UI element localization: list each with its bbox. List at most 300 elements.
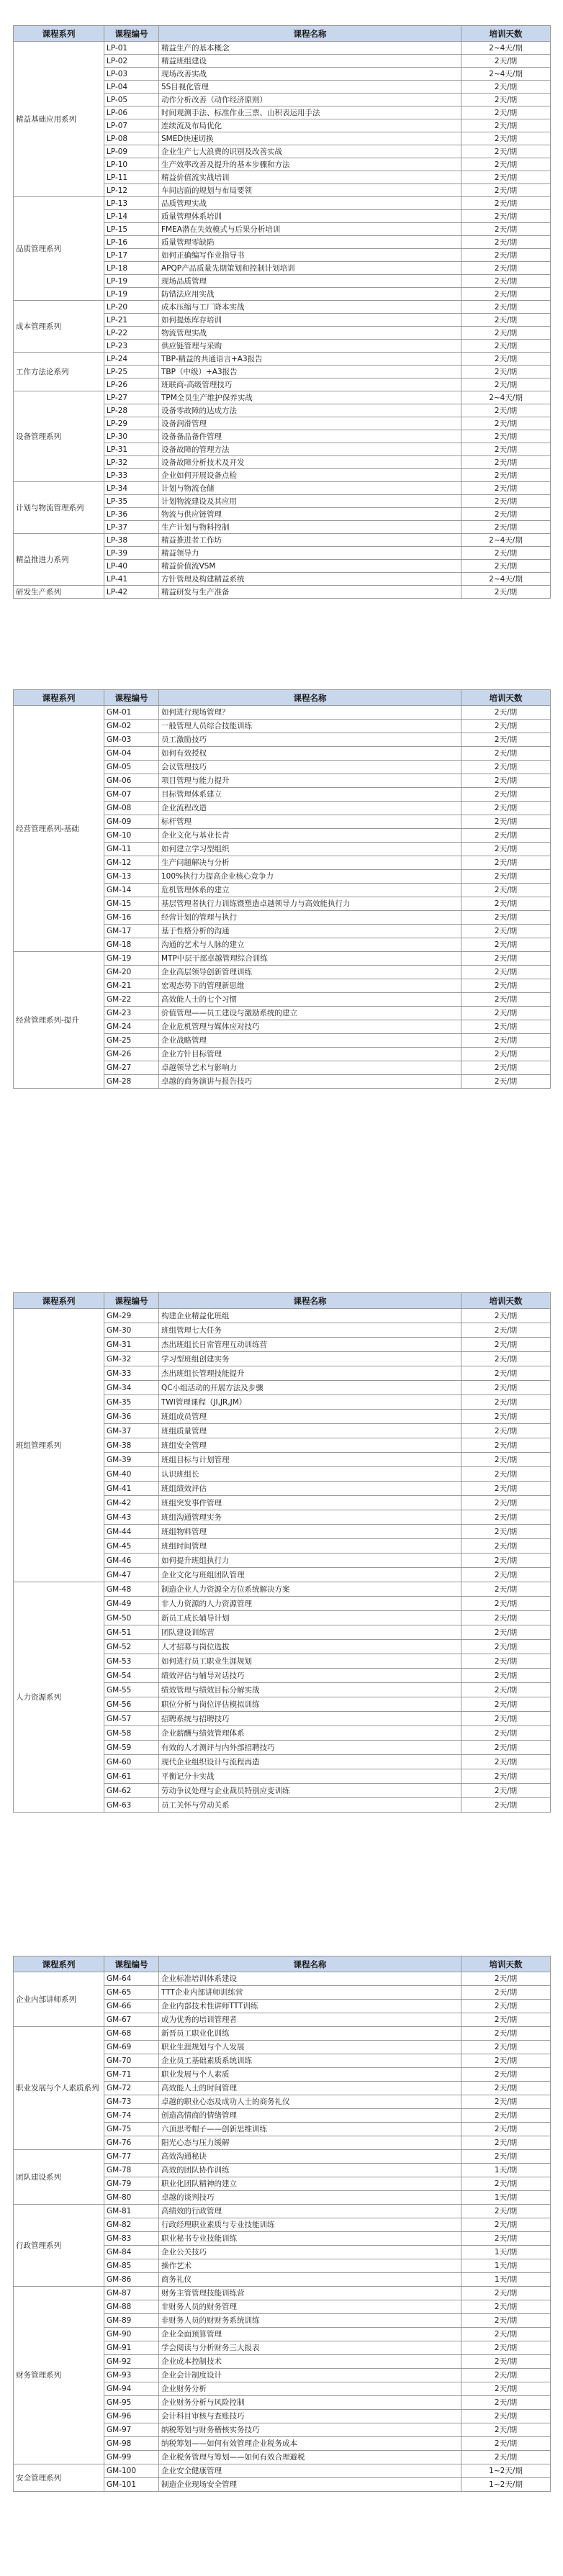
course-name: 企业全面预算管理	[159, 2328, 461, 2341]
course-days: 2天/期	[461, 870, 551, 884]
course-days: 2天/期	[461, 2013, 551, 2027]
course-days: 2天/期	[461, 158, 551, 171]
course-name: 行政经理职业素质与专业技能训练	[159, 2218, 461, 2232]
course-name: 阳光心态与压力缓解	[159, 2136, 461, 2150]
course-name: 企业公关技巧	[159, 2246, 461, 2259]
course-code: LP-21	[104, 314, 159, 327]
course-name: 员工关怀与劳动关系	[159, 1798, 461, 1813]
course-code: GM-41	[104, 1482, 159, 1496]
table-row	[14, 2027, 551, 2041]
course-days: 2天/期	[461, 495, 551, 508]
course-name: 经营计划的管理与执行	[159, 911, 461, 925]
course-days: 2天/期	[461, 1453, 551, 1467]
course-name: 企业危机管理与媒体应对技巧	[159, 1020, 461, 1034]
course-name: 新晋员工职业化训练	[159, 2027, 461, 2041]
course-days: 2天/期	[461, 288, 551, 301]
course-code: GM-67	[104, 2013, 159, 2027]
course-days: 2天/期	[461, 952, 551, 966]
header-days: 培训天数	[461, 690, 551, 706]
course-name: 卓越的谈判技巧	[159, 2191, 461, 2205]
course-code: GM-47	[104, 1568, 159, 1582]
course-name: 职业秘书专业技能训练	[159, 2232, 461, 2246]
course-code: GM-76	[104, 2136, 159, 2150]
course-name: 企业税务管理与筹划——如何有效合理避税	[159, 2451, 461, 2464]
course-name: 企业方针目标管理	[159, 1048, 461, 1061]
course-name: 设备故障的管理方法	[159, 443, 461, 456]
course-code: LP-23	[104, 340, 159, 353]
course-code: GM-16	[104, 911, 159, 925]
course-code: GM-19	[104, 952, 159, 966]
course-code: GM-10	[104, 829, 159, 843]
course-code: GM-31	[104, 1338, 159, 1352]
course-name: 目标管理体系建立	[159, 788, 461, 802]
course-code: GM-70	[104, 2054, 159, 2068]
course-name: 杰出班组长管理技能提升	[159, 1366, 461, 1381]
course-code: GM-23	[104, 1007, 159, 1020]
course-name: 高绩效的行政管理	[159, 2205, 461, 2218]
course-code: GM-44	[104, 1525, 159, 1539]
course-days: 2天/期	[461, 2136, 551, 2150]
series-cell: 安全管理系列	[14, 2464, 104, 2492]
table-row	[14, 2205, 551, 2218]
course-code: LP-33	[104, 469, 159, 482]
series-cell: 设备管理系列	[14, 391, 104, 482]
course-days: 2天/期	[461, 2437, 551, 2451]
course-days: 2天/期	[461, 314, 551, 327]
course-table	[13, 25, 551, 599]
course-name: 现场改善实战	[159, 68, 461, 81]
course-name: 高效能人士的七个习惯	[159, 993, 461, 1007]
course-code: GM-59	[104, 1741, 159, 1755]
course-days: 1~2天/期	[461, 2478, 551, 2492]
course-name: 绩效评估与辅导对话技巧	[159, 1669, 461, 1683]
course-name: 职业发展与个人素质	[159, 2068, 461, 2082]
course-name: 操作艺术	[159, 2259, 461, 2273]
course-name: 宏观态势下的管理新思维	[159, 979, 461, 993]
course-days: 2天/期	[461, 262, 551, 275]
course-name: 标杆管理	[159, 815, 461, 829]
course-code: LP-32	[104, 456, 159, 469]
course-code: GM-13	[104, 870, 159, 884]
course-days: 2天/期	[461, 774, 551, 788]
course-days: 2天/期	[461, 1640, 551, 1654]
course-days: 2天/期	[461, 1611, 551, 1625]
course-name: 5S目视化管理	[159, 81, 461, 94]
table-row	[14, 1582, 551, 1597]
course-code: LP-15	[104, 223, 159, 236]
course-days: 2天/期	[461, 1625, 551, 1640]
course-name: 物流与供应链管理	[159, 508, 461, 521]
course-name: 如何正确编写作业指导书	[159, 249, 461, 262]
course-code: GM-15	[104, 897, 159, 911]
course-name: 招聘系统与招聘技巧	[159, 1712, 461, 1726]
course-name: 如何建立学习型组织	[159, 843, 461, 856]
course-code: LP-19	[104, 275, 159, 288]
course-name: 会议管理技巧	[159, 761, 461, 774]
course-name: 计划与物流仓储	[159, 482, 461, 495]
course-days: 2天/期	[461, 482, 551, 495]
course-days: 2天/期	[461, 275, 551, 288]
course-days: 2天/期	[461, 2068, 551, 2082]
course-code: LP-17	[104, 249, 159, 262]
course-code: LP-34	[104, 482, 159, 495]
course-name: 供应链管理与采购	[159, 340, 461, 353]
course-days: 2天/期	[461, 1061, 551, 1075]
course-days: 2天/期	[461, 815, 551, 829]
course-days: 2天/期	[461, 547, 551, 560]
course-days: 2天/期	[461, 2328, 551, 2341]
header-code: 课程编号	[104, 26, 159, 42]
series-cell: 团队建设系列	[14, 2150, 104, 2205]
course-days: 1天/期	[461, 2259, 551, 2273]
course-days: 2天/期	[461, 1554, 551, 1568]
course-days: 2天/期	[461, 171, 551, 184]
table-row	[14, 2287, 551, 2300]
course-code: LP-38	[104, 534, 159, 547]
course-days: 2天/期	[461, 366, 551, 378]
course-code: LP-07	[104, 119, 159, 132]
course-days: 2天/期	[461, 2451, 551, 2464]
course-code: GM-37	[104, 1424, 159, 1438]
header-code: 课程编号	[104, 690, 159, 706]
course-days: 2天/期	[461, 1697, 551, 1712]
header-series: 课程系列	[14, 690, 104, 706]
course-name: 一般管理人员综合技能训练	[159, 720, 461, 733]
header-row	[14, 1956, 551, 1972]
course-name: 绩效管理与绩效目标分解实战	[159, 1683, 461, 1697]
course-name: 沟通的艺术与人脉的建立	[159, 938, 461, 952]
course-days: 2天/期	[461, 2082, 551, 2095]
course-code: GM-60	[104, 1755, 159, 1769]
table-row	[14, 534, 551, 547]
course-code: GM-61	[104, 1769, 159, 1784]
course-days: 2天/期	[461, 829, 551, 843]
course-days: 1天/期	[461, 2246, 551, 2259]
course-name: 企业如何开展设备点检	[159, 469, 461, 482]
course-name: 企业高层领导创新管理训练	[159, 966, 461, 979]
course-name: 企业会计制度设计	[159, 2369, 461, 2382]
course-days: 2天/期	[461, 747, 551, 761]
course-name: 创造高情商的情绪管理	[159, 2109, 461, 2123]
course-code: GM-79	[104, 2177, 159, 2191]
course-days: 2天/期	[461, 508, 551, 521]
course-code: GM-57	[104, 1712, 159, 1726]
course-days: 2天/期	[461, 1323, 551, 1338]
course-name: 企业战略管理	[159, 1034, 461, 1048]
course-days: 2天/期	[461, 1467, 551, 1482]
course-days: 2~4天/期	[461, 68, 551, 81]
course-code: GM-63	[104, 1798, 159, 1813]
course-code: GM-24	[104, 1020, 159, 1034]
course-days: 2天/期	[461, 2095, 551, 2109]
course-name: 物流管理实战	[159, 327, 461, 340]
course-code: GM-26	[104, 1048, 159, 1061]
course-days: 2天/期	[461, 1352, 551, 1366]
course-name: 企业员工基础素质系统训练	[159, 2054, 461, 2068]
course-code: GM-04	[104, 747, 159, 761]
course-code: GM-58	[104, 1726, 159, 1741]
series-cell: 精益基础应用系列	[14, 42, 104, 197]
course-code: GM-46	[104, 1554, 159, 1568]
course-name: 构建企业精益化班组	[159, 1309, 461, 1323]
header-days: 培训天数	[461, 1956, 551, 1972]
course-code: GM-78	[104, 2164, 159, 2177]
course-days: 2天/期	[461, 456, 551, 469]
course-name: 企业文化与班组团队管理	[159, 1568, 461, 1582]
course-name: 班组目标与计划管理	[159, 1453, 461, 1467]
course-name: TPM全员生产维护保养实战	[159, 391, 461, 404]
course-code: GM-06	[104, 774, 159, 788]
course-code: GM-40	[104, 1467, 159, 1482]
course-name: 精益推进者工作坊	[159, 534, 461, 547]
course-code: LP-41	[104, 573, 159, 586]
course-name: 班组安全管理	[159, 1438, 461, 1453]
course-name: 平衡记分卡实战	[159, 1769, 461, 1784]
course-code: LP-06	[104, 106, 159, 119]
course-days: 2天/期	[461, 925, 551, 938]
course-name: 企业成本控制技术	[159, 2355, 461, 2369]
table-row	[14, 586, 551, 599]
course-days: 2天/期	[461, 2341, 551, 2355]
course-name: 班组沟通管理实务	[159, 1510, 461, 1525]
course-days: 2天/期	[461, 2177, 551, 2191]
course-code: GM-89	[104, 2314, 159, 2328]
table-row	[14, 2150, 551, 2164]
course-name: 基层管理者执行力训练暨塑造卓越领导力与高效能执行力	[159, 897, 461, 911]
course-code: LP-13	[104, 197, 159, 210]
course-code: GM-54	[104, 1669, 159, 1683]
course-code: GM-87	[104, 2287, 159, 2300]
course-name: 商务礼仪	[159, 2273, 461, 2287]
course-name: 如何进行员工职业生涯规划	[159, 1654, 461, 1669]
course-name: 会计科目审核与查账技巧	[159, 2410, 461, 2423]
course-code: GM-27	[104, 1061, 159, 1075]
course-days: 2天/期	[461, 1424, 551, 1438]
course-code: GM-17	[104, 925, 159, 938]
table-row	[14, 1309, 551, 1323]
course-code: GM-39	[104, 1453, 159, 1467]
course-days: 2天/期	[461, 1741, 551, 1755]
course-code: LP-35	[104, 495, 159, 508]
course-days: 2天/期	[461, 2150, 551, 2164]
course-name: 有效的人才测评与内外部招聘技巧	[159, 1741, 461, 1755]
course-name: 认识班组长	[159, 1467, 461, 1482]
course-name: 卓越的商务演讲与报告技巧	[159, 1075, 461, 1089]
course-name: 生产问题解决与分析	[159, 856, 461, 870]
course-days: 2天/期	[461, 1726, 551, 1741]
course-name: 六顶思考帽子——创新思维训练	[159, 2123, 461, 2136]
course-code: GM-42	[104, 1496, 159, 1510]
course-name: 设备备品备件管理	[159, 430, 461, 443]
course-code: GM-52	[104, 1640, 159, 1654]
course-name: 团队建设训练营	[159, 1625, 461, 1640]
header-name: 课程名称	[159, 1293, 461, 1309]
course-name: 职位分析与岗位评估模拟训练	[159, 1697, 461, 1712]
course-name: 班组管理七大任务	[159, 1323, 461, 1338]
course-days: 2天/期	[461, 1755, 551, 1769]
course-code: GM-92	[104, 2355, 159, 2369]
course-name: 车间店面的规划与布局要领	[159, 184, 461, 197]
course-code: GM-95	[104, 2396, 159, 2410]
course-days: 2天/期	[461, 993, 551, 1007]
course-code: GM-50	[104, 1611, 159, 1625]
course-days: 2天/期	[461, 417, 551, 430]
course-code: GM-64	[104, 1972, 159, 1986]
course-code: GM-29	[104, 1309, 159, 1323]
course-code: GM-69	[104, 2041, 159, 2054]
table-row	[14, 482, 551, 495]
course-code: GM-48	[104, 1582, 159, 1597]
course-days: 2天/期	[461, 560, 551, 573]
course-days: 2天/期	[461, 2314, 551, 2328]
header-row	[14, 1293, 551, 1309]
course-days: 2天/期	[461, 1539, 551, 1554]
course-name: 成为优秀的培训管理者	[159, 2013, 461, 2027]
course-name: 企业文化与基业长青	[159, 829, 461, 843]
course-name: SMED快速切换	[159, 132, 461, 145]
course-name: 价值管理——员工建设与激励系统的建立	[159, 1007, 461, 1020]
course-name: 新员工成长辅导计划	[159, 1611, 461, 1625]
course-code: GM-55	[104, 1683, 159, 1697]
header-series: 课程系列	[14, 1293, 104, 1309]
header-row	[14, 690, 551, 706]
course-name: FMEA潜在失效模式与后果分析培训	[159, 223, 461, 236]
course-days: 2天/期	[461, 1381, 551, 1395]
course-days: 2天/期	[461, 2382, 551, 2396]
course-days: 2天/期	[461, 404, 551, 417]
course-name: 企业内部技术性讲师TTT训练	[159, 2000, 461, 2013]
course-code: GM-14	[104, 884, 159, 897]
course-code: LP-14	[104, 210, 159, 223]
course-days: 1~2天/期	[461, 2464, 551, 2478]
course-days: 2~4天/期	[461, 391, 551, 404]
course-name: 企业安全健康管理	[159, 2464, 461, 2478]
course-name: 班组突发事件管理	[159, 1496, 461, 1510]
course-days: 2天/期	[461, 1712, 551, 1726]
course-name: 企业财务分析与风险控制	[159, 2396, 461, 2410]
course-days: 2天/期	[461, 2396, 551, 2410]
course-days: 2天/期	[461, 1007, 551, 1020]
course-code: LP-24	[104, 353, 159, 366]
series-cell: 计划与物流管理系列	[14, 482, 104, 534]
course-code: GM-28	[104, 1075, 159, 1089]
course-name: 财务主管管理技能训练营	[159, 2287, 461, 2300]
course-name: 纳税筹划与财务稽核实务技巧	[159, 2423, 461, 2437]
header-row	[14, 26, 551, 42]
course-name: 班联商-高级管理技巧	[159, 378, 461, 391]
course-name: 高效的团队协作训练	[159, 2164, 461, 2177]
course-code: LP-25	[104, 366, 159, 378]
course-code: GM-86	[104, 2273, 159, 2287]
course-days: 1天/期	[461, 2164, 551, 2177]
series-cell: 职业发展与个人素质系列	[14, 2027, 104, 2150]
course-days: 2~4天/期	[461, 42, 551, 55]
course-code: GM-21	[104, 979, 159, 993]
course-name: 精益班组建设	[159, 55, 461, 68]
course-days: 2天/期	[461, 1582, 551, 1597]
course-days: 2天/期	[461, 586, 551, 599]
course-name: 企业流程改造	[159, 802, 461, 815]
course-days: 2~4天/期	[461, 534, 551, 547]
course-table	[13, 1956, 551, 2492]
course-days: 2天/期	[461, 430, 551, 443]
course-name: 企业薪酬与绩效管理体系	[159, 1726, 461, 1741]
course-name: 企业生产七大浪费的识别及改善实战	[159, 145, 461, 158]
course-code: LP-30	[104, 430, 159, 443]
course-code: GM-84	[104, 2246, 159, 2259]
course-name: 防错法应用实战	[159, 288, 461, 301]
series-cell: 经营管理系列-提升	[14, 952, 104, 1089]
header-name: 课程名称	[159, 26, 461, 42]
course-code: GM-20	[104, 966, 159, 979]
course-code: LP-12	[104, 184, 159, 197]
course-code: GM-32	[104, 1352, 159, 1366]
course-code: LP-02	[104, 55, 159, 68]
course-code: LP-19	[104, 288, 159, 301]
course-name: 现代企业组织设计与流程再造	[159, 1755, 461, 1769]
series-cell: 财务管理系列	[14, 2287, 104, 2464]
course-name: 职业生涯规划与个人发展	[159, 2041, 461, 2054]
course-code: GM-88	[104, 2300, 159, 2314]
header-series: 课程系列	[14, 26, 104, 42]
course-code: GM-49	[104, 1597, 159, 1611]
course-name: 卓越的职业心态及成功人士的商务礼仪	[159, 2095, 461, 2109]
course-name: 精益价值流VSM	[159, 560, 461, 573]
course-days: 2天/期	[461, 210, 551, 223]
course-name: 设备润滑管理	[159, 417, 461, 430]
course-code: GM-81	[104, 2205, 159, 2218]
course-code: LP-05	[104, 94, 159, 106]
course-days: 2天/期	[461, 788, 551, 802]
course-days: 2天/期	[461, 327, 551, 340]
course-days: 2~4天/期	[461, 573, 551, 586]
course-name: TBP-精益的共通语言+A3报告	[159, 353, 461, 366]
course-name: 精益生产的基本概念	[159, 42, 461, 55]
course-days: 2天/期	[461, 236, 551, 249]
course-name: 卓越领导艺术与影响力	[159, 1061, 461, 1075]
course-name: APQP产品质量先期策划和控制计划培训	[159, 262, 461, 275]
course-days: 2天/期	[461, 145, 551, 158]
course-days: 2天/期	[461, 1309, 551, 1323]
course-days: 2天/期	[461, 378, 551, 391]
course-name: QC小组活动的开展方法及步骤	[159, 1381, 461, 1395]
course-code: GM-62	[104, 1784, 159, 1798]
course-days: 2天/期	[461, 733, 551, 747]
course-code: GM-68	[104, 2027, 159, 2041]
course-name: 成本压缩与工厂降本实战	[159, 301, 461, 314]
series-cell: 精益推进力系列	[14, 534, 104, 586]
course-days: 2天/期	[461, 1525, 551, 1539]
course-code: GM-35	[104, 1395, 159, 1410]
course-name: 纳税筹划——如何有效管理企业税务成本	[159, 2437, 461, 2451]
course-code: LP-31	[104, 443, 159, 456]
header-name: 课程名称	[159, 1956, 461, 1972]
course-name: TWI管理课程（JI,JR,JM）	[159, 1395, 461, 1410]
course-code: LP-09	[104, 145, 159, 158]
header-days: 培训天数	[461, 26, 551, 42]
course-name: 基于性格分析的沟通	[159, 925, 461, 938]
series-cell: 经营管理系列-基础	[14, 706, 104, 952]
course-name: 危机管理体系的建立	[159, 884, 461, 897]
course-days: 2天/期	[461, 2369, 551, 2382]
course-days: 2天/期	[461, 1798, 551, 1813]
course-name: 质量管理零缺陷	[159, 236, 461, 249]
course-days: 1天/期	[461, 2273, 551, 2287]
series-cell: 行政管理系列	[14, 2205, 104, 2287]
table-row	[14, 353, 551, 366]
course-name: 项目管理与能力提升	[159, 774, 461, 788]
course-days: 2天/期	[461, 911, 551, 925]
